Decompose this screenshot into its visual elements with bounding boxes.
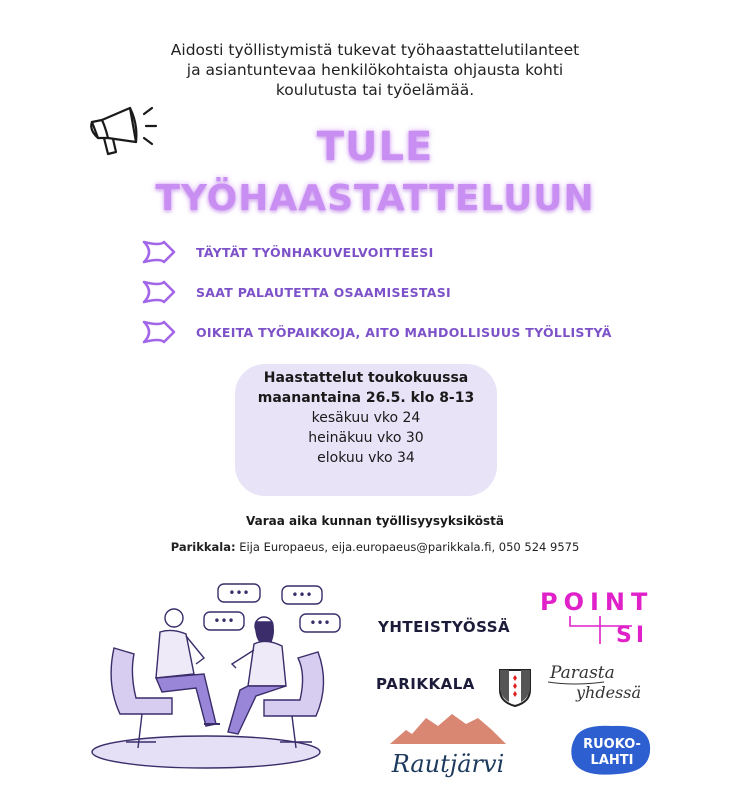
parasta-line-1: Parasta xyxy=(550,663,615,683)
intro-text xyxy=(100,40,650,100)
cooperation-label: YHTEISTYÖSSÄ xyxy=(378,618,511,636)
schedule-title: Haastattelut toukokuussa xyxy=(263,370,469,386)
benefit-text: SAAT PALAUTETTA OSAAMISESTASI xyxy=(196,284,452,300)
point-logo-line-2: SI xyxy=(616,623,649,648)
svg-text:•••: ••• xyxy=(228,586,250,600)
arrow-icon xyxy=(140,237,186,267)
ruokolahti-logo xyxy=(568,722,654,778)
schedule-week: kesäkuu vko 24 xyxy=(311,410,421,426)
interview-illustration xyxy=(86,574,376,774)
schedule-week: heinäkuu vko 30 xyxy=(308,430,424,446)
contact-line xyxy=(0,540,750,554)
svg-text:•••: ••• xyxy=(309,616,331,630)
intro-line-3: koulutusta tai työelämää. xyxy=(275,81,475,99)
booking-title: Varaa aika kunnan työllisyysyksiköstä xyxy=(246,514,504,528)
schedule-date: maanantaina 26.5. klo 8-13 xyxy=(257,390,475,406)
schedule-box xyxy=(235,364,497,496)
ruoko-line-2: LAHTI xyxy=(590,753,634,768)
list-item xyxy=(140,232,612,272)
speech-bubble-icon xyxy=(300,614,340,632)
benefit-text: OIKEITA TYÖPAIKKOJA, AITO MAHDOLLISUUS TYÖLLISTYÄ xyxy=(196,324,612,340)
svg-text:•••: ••• xyxy=(291,588,313,602)
point-logo-line-1: POINT xyxy=(540,588,654,616)
rautjarvi-text: Rautjärvi xyxy=(391,750,505,778)
arrow-icon xyxy=(140,317,186,347)
parasta-line-2: yhdessä xyxy=(576,683,642,702)
speech-bubble-icon xyxy=(204,612,244,630)
rautjarvi-logo xyxy=(382,710,514,782)
contact-label: Parikkala: xyxy=(170,540,236,554)
arrow-icon xyxy=(140,277,186,307)
intro-line-2: ja asiantuntevaa henkilökohtaista ohjausta kohti xyxy=(186,61,564,79)
schedule-week: elokuu vko 34 xyxy=(317,450,415,466)
parasta-yhdessa-logo xyxy=(544,660,664,704)
coat-of-arms-icon xyxy=(497,668,533,708)
contact-text: Eija Europaeus, eija.europaeus@parikkala.fi, 050 524 9575 xyxy=(239,540,580,554)
parikkala-label: PARIKKALA xyxy=(376,675,475,693)
benefit-list xyxy=(140,232,612,352)
svg-text:•••: ••• xyxy=(213,614,235,628)
ruoko-line-1: RUOKO- xyxy=(583,737,641,752)
list-item xyxy=(140,272,612,312)
intro-line-1: Aidosti työllistymistä tukevat työhaastattelutilanteet xyxy=(170,41,580,59)
speech-bubble-icon xyxy=(282,586,322,604)
list-item xyxy=(140,312,612,352)
headline-line-2: TYÖHAASTATTELUUN xyxy=(155,178,595,219)
headline-line-1: TULE xyxy=(316,124,434,170)
speech-bubble-icon xyxy=(218,584,260,602)
point-si-logo xyxy=(540,586,664,648)
benefit-text: TÄYTÄT TYÖNHAKUVELVOITTEESI xyxy=(196,244,434,260)
